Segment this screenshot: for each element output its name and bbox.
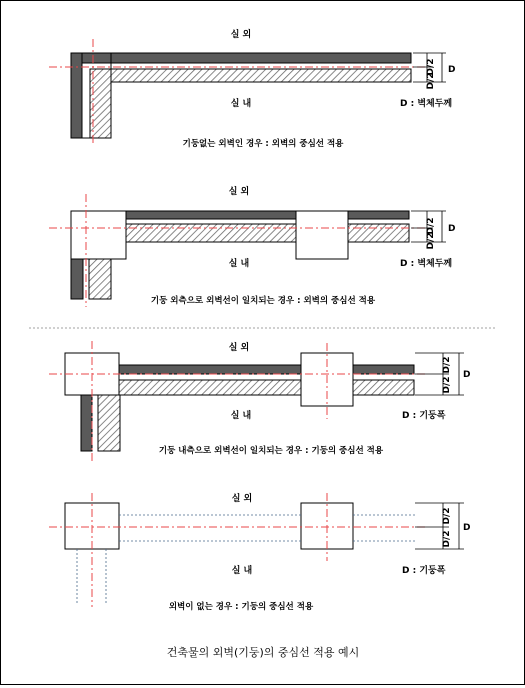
diagram-column-outer-aligned [49, 185, 455, 307]
dim-full: D [448, 65, 456, 75]
inner-wall-leaf-top [90, 69, 411, 82]
dim-half-bottom: D/2 [426, 72, 436, 90]
middle-column [296, 211, 348, 259]
figure-title: 건축물의 외벽(기둥)의 중심선 적용 예시 [166, 646, 360, 659]
legend-column-width: D : 기둥폭 [402, 411, 446, 421]
dim-full: D [463, 370, 471, 380]
centerline-diagram [1, 1, 524, 684]
legend-wall-thickness: D : 벽체두께 [400, 99, 453, 109]
label-outside: 실 외 [231, 494, 253, 504]
label-outside: 실 외 [228, 187, 250, 197]
dim-half-bottom: D/2 [442, 376, 452, 394]
outer-wall-leaf-left [81, 395, 92, 451]
label-inside: 실 내 [228, 259, 250, 269]
dim-full: D [448, 224, 456, 234]
dim-half-top: D/2 [442, 356, 452, 374]
caption-no-wall: 외벽이 없는 경우 : 기둥의 중심선 적용 [168, 602, 314, 612]
dim-half-top: D/2 [426, 58, 436, 76]
inner-wall-leaf [119, 380, 414, 395]
diagram-no-wall [49, 492, 470, 612]
label-inside: 실 내 [230, 411, 252, 421]
dim-half-bottom: D/2 [426, 232, 436, 250]
dim-full: D [463, 523, 471, 533]
inner-wall-leaf-left [98, 395, 120, 451]
outer-wall-leaf [119, 365, 414, 374]
legend-wall-thickness: D : 벽체두께 [400, 259, 453, 269]
outer-wall-leaf-left [71, 53, 82, 138]
label-outside: 실 외 [230, 30, 252, 40]
inner-wall-leaf [126, 224, 409, 242]
label-inside: 실 내 [231, 566, 253, 576]
inner-wall-leaf-left [89, 259, 111, 299]
diagram-no-column [49, 28, 455, 149]
outer-wall-leaf-top [71, 53, 411, 63]
dim-half-top: D/2 [442, 507, 452, 525]
outer-wall-leaf [126, 211, 409, 219]
diagram-column-inner-aligned [49, 341, 470, 461]
legend-column-width: D : 기둥폭 [402, 566, 446, 576]
dim-half-bottom: D/2 [442, 530, 452, 548]
outer-wall-leaf-left [71, 259, 83, 299]
caption-column-inner-aligned: 기둥 내측으로 외벽선이 일치되는 경우 : 기둥의 중심선 적용 [158, 446, 384, 456]
corner-column [71, 211, 126, 259]
caption-column-outer-aligned: 기둥 외측으로 외벽선이 일치되는 경우 : 외벽의 중심선 적용 [150, 296, 376, 306]
dim-half-top: D/2 [426, 217, 436, 235]
label-inside: 실 내 [230, 99, 252, 109]
caption-no-column: 기둥없는 외벽인 경우 : 외벽의 중심선 적용 [182, 139, 344, 149]
label-outside: 실 외 [228, 343, 250, 353]
